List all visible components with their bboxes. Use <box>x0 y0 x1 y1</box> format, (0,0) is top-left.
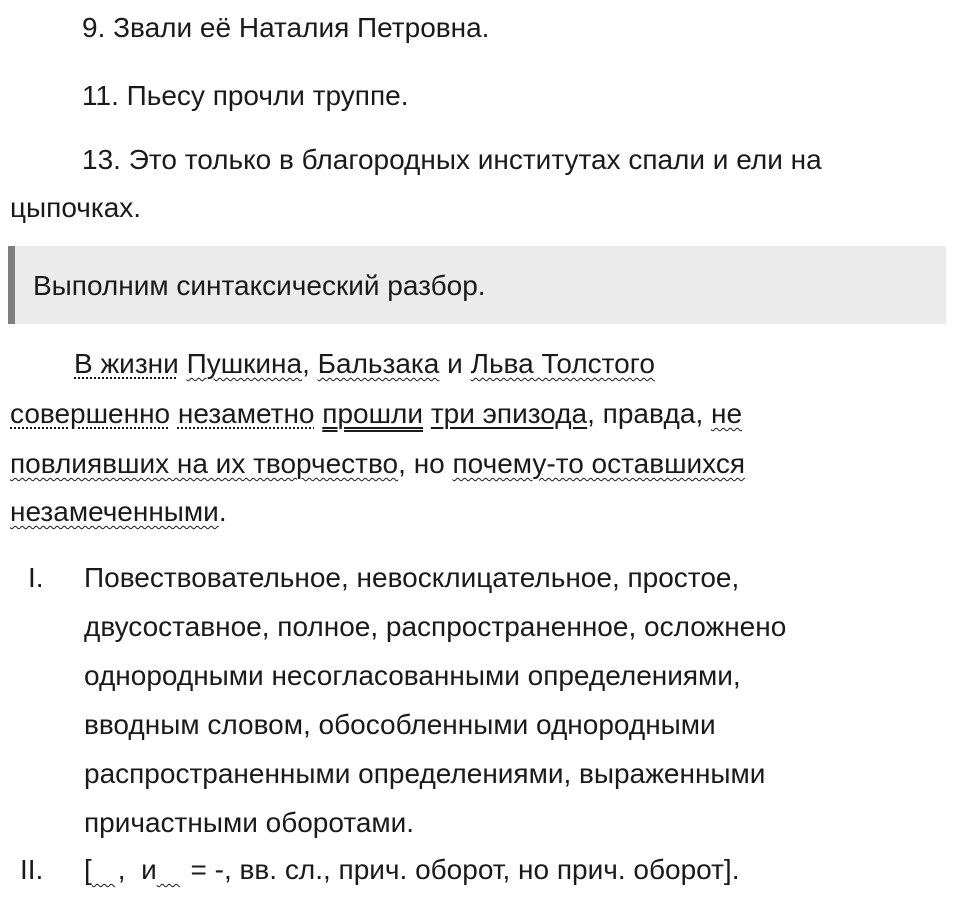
sentence-line-2 <box>10 396 742 432</box>
adverbial-phrase: В жизни <box>74 348 179 379</box>
adverbial-sovershenno: совершенно <box>10 398 171 429</box>
example-13-continued: цыпочках. <box>10 192 142 223</box>
attribute-tolstoy: Льва Толстого <box>470 348 655 379</box>
subject: три эпизода <box>430 398 588 429</box>
analysis-line: причастными оборотами. <box>84 807 415 838</box>
example-13: 13. Это только в благородных институтах спали и ели на <box>82 144 822 175</box>
roman-numeral-1: I. <box>28 562 44 593</box>
analysis-item-1 <box>84 553 944 847</box>
scheme-attribute-blank-1 <box>92 852 118 888</box>
participle-start: не <box>711 398 743 429</box>
adverbial-nezametno: незаметно <box>177 398 315 429</box>
participial-phrase-2: почему-то оставшихся <box>452 448 746 479</box>
scheme-attribute-blank-2 <box>157 852 183 888</box>
sentence-line-1 <box>74 346 655 382</box>
example-9: 9. Звали её Наталия Петровна. <box>82 12 490 43</box>
banner-text: Выполним синтаксический разбор. <box>33 270 486 301</box>
scheme-rest: = -, вв. сл., прич. оборот, но прич. оборот]. <box>182 854 740 885</box>
participial-phrase-1: повлиявших на их творчество <box>10 448 399 479</box>
sentence-line-3 <box>10 446 745 482</box>
attribute-balzac: Бальзака <box>317 348 440 379</box>
analysis-line: вводным словом, обособленными однородными <box>84 709 716 740</box>
analysis-line: однородными несогласованными определениями, <box>84 660 741 691</box>
roman-numeral-2: II. <box>20 854 44 885</box>
participial-phrase-2-end: незамеченными <box>10 496 219 527</box>
scheme-bracket: [ <box>84 854 92 885</box>
sentence-line-4 <box>10 494 227 530</box>
analysis-line: распространенными определениями, выраженными <box>84 758 766 789</box>
scheme-comma: , <box>117 854 126 885</box>
punct: . <box>218 496 227 527</box>
example-11: 11. Пьесу прочли труппе. <box>82 80 409 111</box>
analysis-line: Повествовательное, невосклицательное, простое, <box>84 562 740 593</box>
predicate: прошли <box>322 398 424 429</box>
attribute-pushkin: Пушкина <box>186 348 303 379</box>
analysis-line: двусоставное, полное, распространенное, осложнено <box>84 611 787 642</box>
section-banner <box>8 246 946 324</box>
scheme-and: и <box>141 854 157 885</box>
punct: , <box>302 348 310 379</box>
conjunction: и <box>447 348 463 379</box>
punct: , но <box>398 448 445 479</box>
punct: , правда, <box>587 398 704 429</box>
sentence-scheme <box>84 852 739 888</box>
